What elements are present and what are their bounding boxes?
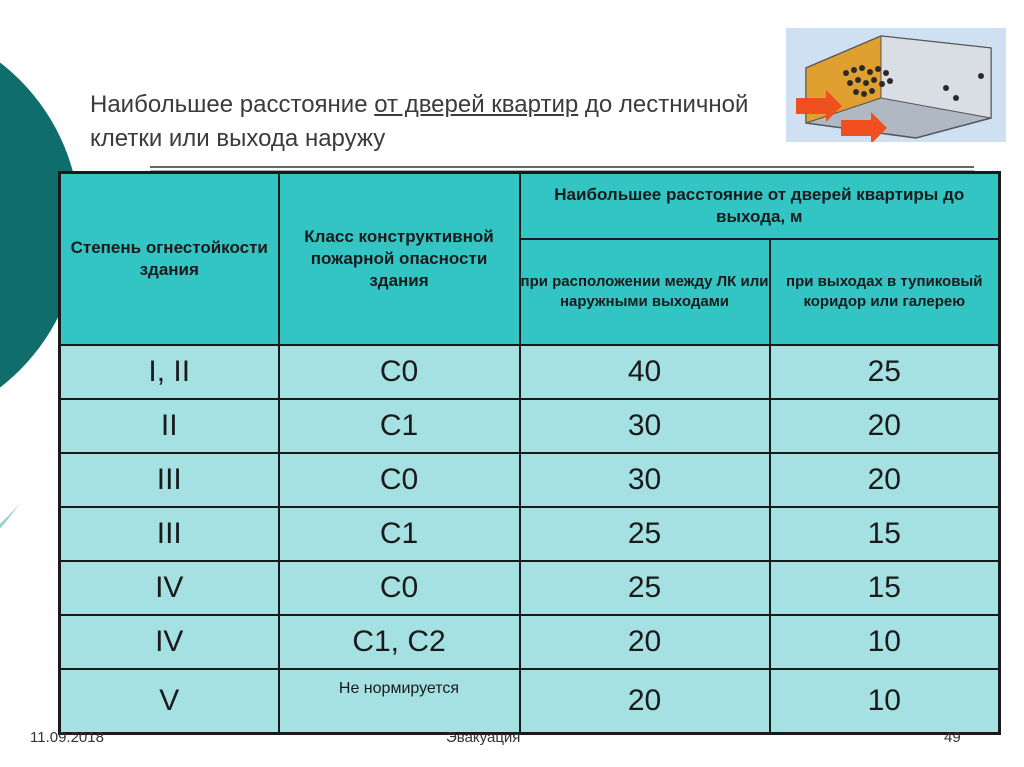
cell-class: С0 [279, 561, 520, 615]
cell-class: С1 [279, 507, 520, 561]
header-max-distance: Наибольшее расстояние от дверей квартиры до выхода, м [520, 173, 1000, 239]
cell-between: 20 [520, 615, 770, 669]
cell-between: 25 [520, 507, 770, 561]
header-fire-hazard-class: Класс конструктивной пожарной опасности здания [279, 173, 520, 345]
cell-degree: III [60, 507, 279, 561]
cell-between: 25 [520, 561, 770, 615]
cell-deadend: 10 [770, 669, 1000, 734]
footer-date: 11.09.2018 [30, 729, 104, 746]
table-row [60, 615, 1000, 669]
cell-degree: IV [60, 615, 279, 669]
cell-deadend: 15 [770, 561, 1000, 615]
header-dead-end: при выходах в тупиковый коридор или галерею [770, 239, 1000, 345]
table-row [60, 561, 1000, 615]
cell-between: 30 [520, 399, 770, 453]
cell-between: 40 [520, 345, 770, 399]
cell-deadend: 20 [770, 399, 1000, 453]
header-between-exits: при расположении между ЛК или наружными выходами [520, 239, 770, 345]
footer-page-number: 49 [944, 729, 961, 746]
cell-degree: V [60, 669, 279, 734]
cell-deadend: 15 [770, 507, 1000, 561]
table-row [60, 507, 1000, 561]
cell-degree: I, II [60, 345, 279, 399]
cell-deadend: 20 [770, 453, 1000, 507]
title-divider [150, 166, 974, 168]
cell-degree: IV [60, 561, 279, 615]
cell-degree: II [60, 399, 279, 453]
cell-class: С1 [279, 399, 520, 453]
cell-between: 30 [520, 453, 770, 507]
table-row [60, 345, 1000, 399]
slide-title: Наибольшее расстояние от дверей квартир до лестничной клетки или выхода наружу [90, 91, 749, 152]
cell-deadend: 25 [770, 345, 1000, 399]
title-link[interactable]: от дверей квартир [374, 91, 579, 118]
table-row [60, 453, 1000, 507]
table-row [60, 669, 1000, 734]
cell-degree: III [60, 453, 279, 507]
cell-class: С0 [279, 453, 520, 507]
evacuation-illustration [786, 28, 1006, 142]
cell-class: С1, С2 [279, 615, 520, 669]
cell-between: 20 [520, 669, 770, 734]
cell-class: С0 [279, 345, 520, 399]
footer-topic: Эвакуация [446, 729, 521, 746]
header-fire-resistance: Степень огнестойкости здания [60, 173, 279, 345]
cell-deadend: 10 [770, 615, 1000, 669]
evacuation-distance-table [58, 171, 1001, 735]
cell-class-note: Не нормируется [279, 669, 520, 734]
table-row [60, 399, 1000, 453]
